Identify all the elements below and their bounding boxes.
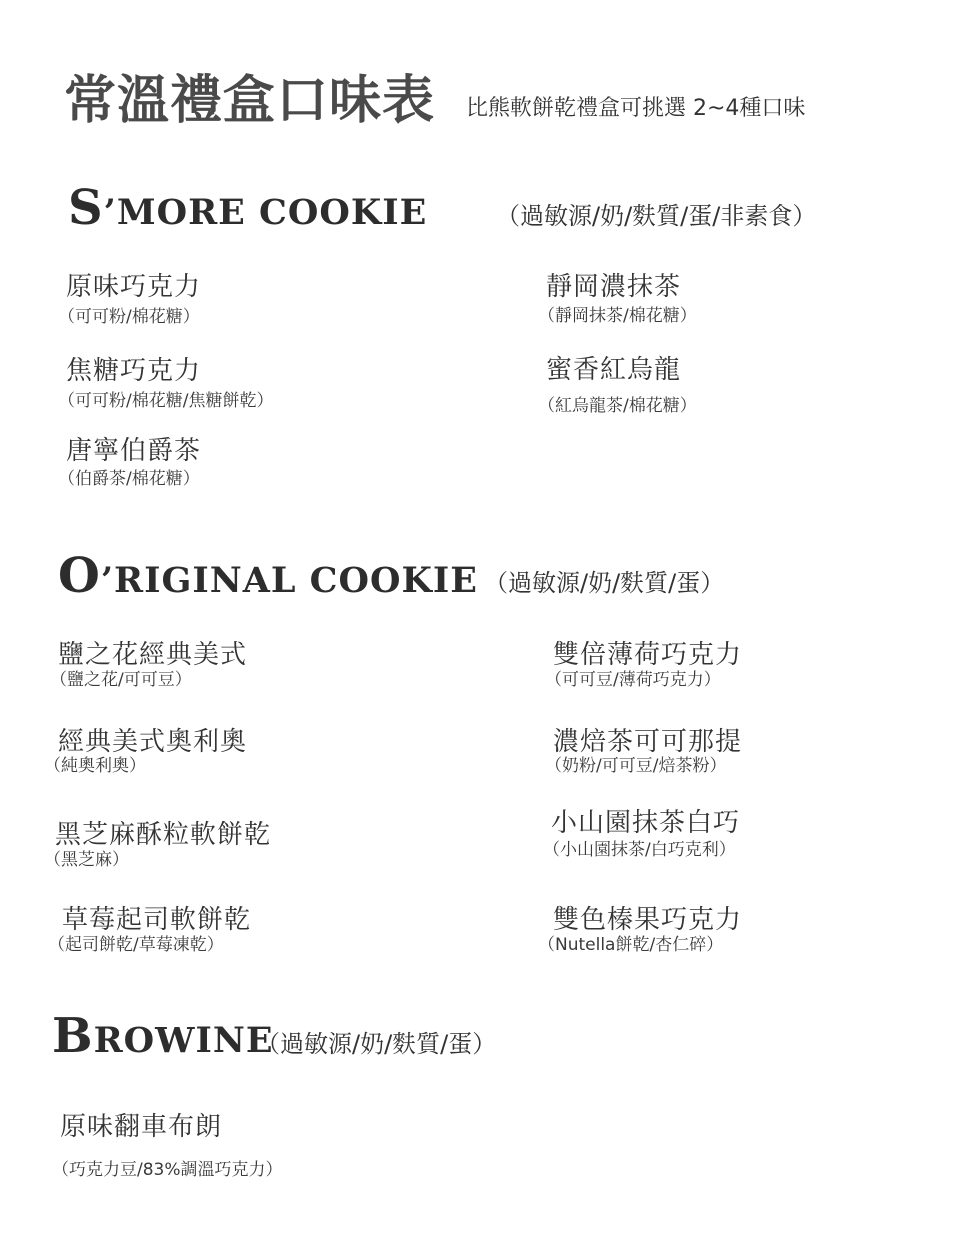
allergen-note-smore: （過敏源/奶/麩質/蛋/非素食） bbox=[496, 202, 817, 230]
section-title-initial: S bbox=[68, 180, 104, 236]
flavor-name: 雙色榛果巧克力 bbox=[553, 905, 743, 935]
flavor-ingredients: （純奧利奧） bbox=[44, 756, 146, 776]
flavor-name: 原味翻車布朗 bbox=[60, 1112, 223, 1142]
flavor-ingredients: （可可豆/薄荷巧克力） bbox=[545, 670, 721, 690]
flavor-ingredients: （伯爵茶/棉花糖） bbox=[58, 469, 200, 489]
allergen-note-browine: （過敏源/奶/麩質/蛋） bbox=[256, 1030, 497, 1058]
flavor-name: 草莓起司軟餅乾 bbox=[62, 905, 252, 935]
flavor-name: 雙倍薄荷巧克力 bbox=[553, 640, 743, 670]
flavor-name: 黑芝麻酥粒軟餅乾 bbox=[55, 820, 272, 850]
flavor-name: 鹽之花經典美式 bbox=[58, 640, 248, 670]
flavor-name: 濃焙茶可可那提 bbox=[553, 727, 743, 757]
flavor-name: 焦糖巧克力 bbox=[66, 356, 202, 386]
flavor-ingredients: （Nutella餅乾/杏仁碎） bbox=[538, 935, 724, 955]
section-title-smore bbox=[68, 180, 427, 236]
flavor-ingredients: （黑芝麻） bbox=[44, 850, 129, 870]
flavor-ingredients: （靜岡抹茶/棉花糖） bbox=[538, 306, 697, 326]
section-title-browine bbox=[52, 1008, 274, 1064]
flavor-ingredients: （奶粉/可可豆/焙茶粉） bbox=[545, 756, 727, 776]
flavor-ingredients: （巧克力豆/83%調溫巧克力） bbox=[52, 1160, 283, 1180]
section-title-rest: ’MORE COOKIE bbox=[103, 192, 428, 233]
page-title: 常溫禮盒口味表 bbox=[64, 71, 436, 131]
section-title-initial: O bbox=[58, 548, 101, 604]
flavor-name: 唐寧伯爵茶 bbox=[66, 436, 202, 466]
page-subtitle: 比熊軟餅乾禮盒可挑選 2~4種口味 bbox=[466, 96, 806, 121]
flavor-name: 蜜香紅烏龍 bbox=[546, 355, 682, 385]
flavor-name: 原味巧克力 bbox=[66, 272, 202, 302]
section-title-rest: ROWINE bbox=[93, 1020, 274, 1061]
flavor-ingredients: （起司餅乾/草莓凍乾） bbox=[48, 935, 224, 955]
allergen-note-original: （過敏源/奶/麩質/蛋） bbox=[484, 569, 725, 597]
flavor-name: 小山園抹茶白巧 bbox=[551, 808, 741, 838]
section-title-rest: ’RIGINAL COOKIE bbox=[100, 560, 478, 601]
section-title-original bbox=[58, 548, 478, 604]
section-title-initial: B bbox=[52, 1008, 94, 1064]
flavor-ingredients: （可可粉/棉花糖） bbox=[58, 307, 200, 327]
flavor-ingredients: （紅烏龍茶/棉花糖） bbox=[538, 396, 697, 416]
flavor-ingredients: （小山園抹茶/白巧克利） bbox=[543, 840, 736, 860]
flavor-ingredients: （鹽之花/可可豆） bbox=[50, 670, 192, 690]
flavor-name: 靜岡濃抹茶 bbox=[546, 272, 682, 302]
flavor-ingredients: （可可粉/棉花糖/焦糖餅乾） bbox=[58, 391, 274, 411]
flavor-name: 經典美式奧利奧 bbox=[58, 727, 248, 757]
